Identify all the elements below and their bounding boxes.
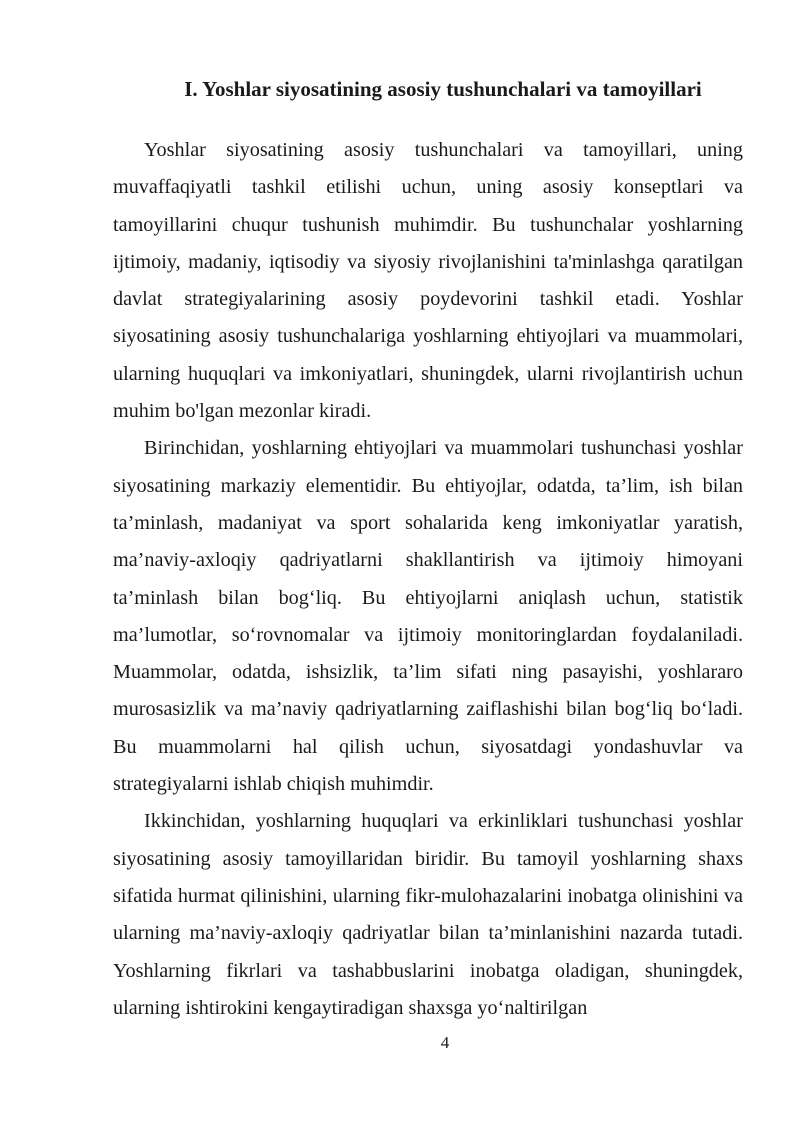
page-number: 4 — [440, 1033, 450, 1052]
paragraph-intro: Yoshlar siyosatining asosiy tushunchalari va tamoyillari, uning muvaffaqiyatli tashkil etilishi uchun, uning asosiy konseptlari va tamoyillarini chuqur tushunish muhimdir. Bu tushunchalar yoshlarning ijtimoiy, madaniy, iqtisodiy va siyosiy rivojlanishini ta'minlashga qaratilgan davlat strategiyalarining asosiy poydevorini tashkil etadi. Yoshlar siyosatining asosiy tushunchalariga yoshlarning ehtiyojlari va muammolari, ularning huquqlari va imkoniyatlari, shuningdek, ularni rivojlantirish uchun muhim bo'lgan mezonlar kiradi. — [113, 139, 743, 423]
section-heading: I. Yoshlar siyosatining asosiy tushunchalari va tamoyillari — [184, 77, 702, 101]
paragraph-second-point: Ikkinchidan, yoshlarning huquqlari va erkinliklari tushunchasi yoshlar siyosatining asosiy tamoyillaridan biridir. Bu tamoyil yoshlarning shaxs sifatida hurmat qilinishini, ularning fikr-mulohazalarini inobatga olinishini va ularning ma’naviy-axloqiy qadriyatlar bilan ta’minlanishini nazarda tutadi. Yoshlarning fikrlari va tashabbuslarini inobatga oladigan, shuningdek, ularning ishtirokini kengaytiradigan shaxsga yo‘naltirilgan — [113, 810, 743, 1019]
body-text — [113, 132, 743, 1027]
paragraph-first-point: Birinchidan, yoshlarning ehtiyojlari va muammolari tushunchasi yoshlar siyosatining markaziy elementidir. Bu ehtiyojlar, odatda, ta’lim, ish bilan ta’minlash, madaniyat va sport sohalarida keng imkoniyatlar yaratish, ma’naviy-axloqiy qadriyatlarni shakllantirish va ijtimoiy himoyani ta’minlash bilan bog‘liq. Bu ehtiyojlarni aniqlash uchun, statistik ma’lumotlar, so‘rovnomalar va ijtimoiy monitoringlardan foydalaniladi. Muammolar, odatda, ishsizlik, ta’lim sifati ning pasayishi, yoshlararo murosasizlik va ma’naviy qadriyatlarning zaiflashishi bilan bog‘liq bo‘ladi. Bu muammolarni hal qilish uchun, siyosatdagi yondashuvlar va strategiyalarni ishlab chiqish muhimdir. — [113, 437, 743, 796]
